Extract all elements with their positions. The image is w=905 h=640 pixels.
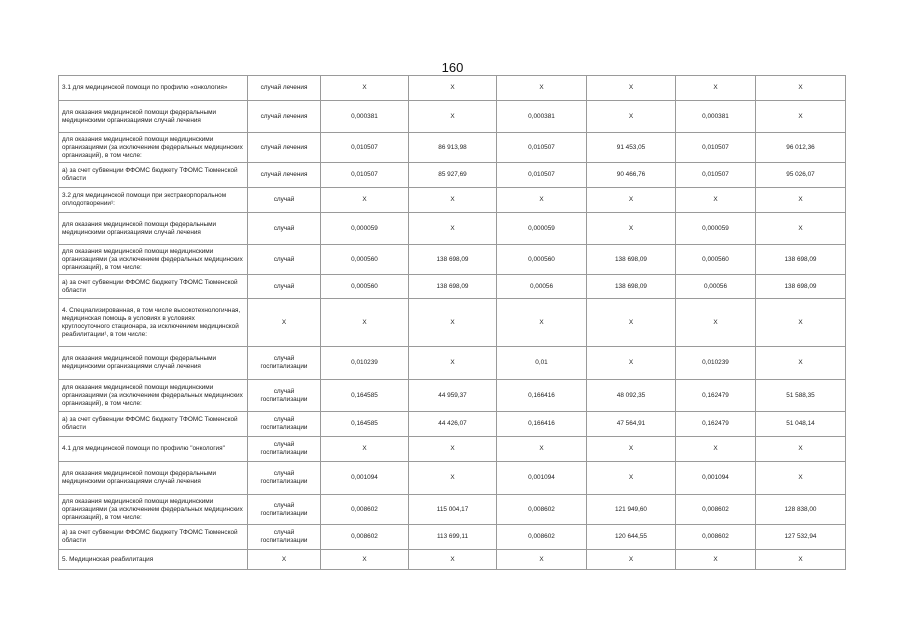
value-cell: 95 026,07 (756, 163, 846, 188)
table-row (59, 245, 846, 275)
row-unit: случай лечения (248, 76, 321, 101)
value-cell: 0,000560 (676, 245, 756, 275)
table-row (59, 525, 846, 550)
value-cell: Х (321, 188, 409, 213)
value-cell: Х (676, 188, 756, 213)
value-cell: 138 698,09 (587, 275, 676, 299)
value-cell: 0,000059 (676, 213, 756, 245)
value-cell: 48 092,35 (587, 380, 676, 412)
value-cell: 0,010507 (497, 163, 587, 188)
value-cell: 0,000560 (497, 245, 587, 275)
value-cell: Х (321, 550, 409, 570)
row-label: для оказания медицинской помощи федеральными медицинскими организациями случай лечения (59, 347, 248, 380)
row-unit: случай лечения (248, 163, 321, 188)
value-cell: Х (409, 462, 497, 495)
row-label: а) за счет субвенции ФФОМС бюджету ТФОМС Тюменской области (59, 525, 248, 550)
value-cell: Х (497, 299, 587, 347)
value-cell: Х (321, 299, 409, 347)
table-row (59, 462, 846, 495)
value-cell: 0,001094 (321, 462, 409, 495)
row-label: 5. Медицинская реабилитация (59, 550, 248, 570)
value-cell: Х (756, 550, 846, 570)
value-cell: 0,010507 (321, 163, 409, 188)
value-cell: 138 698,09 (587, 245, 676, 275)
row-unit: случай госпитализации (248, 412, 321, 437)
value-cell: Х (321, 437, 409, 462)
value-cell: Х (756, 101, 846, 133)
table-row (59, 188, 846, 213)
value-cell: 128 838,00 (756, 495, 846, 525)
table-body (59, 76, 846, 570)
value-cell: Х (676, 550, 756, 570)
row-unit: Х (248, 550, 321, 570)
value-cell: 0,008602 (497, 495, 587, 525)
value-cell: Х (497, 188, 587, 213)
value-cell: Х (409, 437, 497, 462)
value-cell: 0,010507 (676, 163, 756, 188)
value-cell: 0,001094 (497, 462, 587, 495)
value-cell: 90 466,76 (587, 163, 676, 188)
row-label: для оказания медицинской помощи медицинскими организациями (за исключением федеральных медицинских организаций), в том числе: (59, 495, 248, 525)
value-cell: Х (587, 101, 676, 133)
value-cell: Х (409, 213, 497, 245)
value-cell: 0,000059 (497, 213, 587, 245)
value-cell: 47 564,91 (587, 412, 676, 437)
value-cell: Х (756, 437, 846, 462)
row-unit: Х (248, 299, 321, 347)
value-cell: Х (409, 101, 497, 133)
value-cell: Х (587, 550, 676, 570)
table-row (59, 133, 846, 163)
value-cell: Х (409, 188, 497, 213)
value-cell: 96 012,36 (756, 133, 846, 163)
value-cell: Х (409, 76, 497, 101)
value-cell: Х (409, 347, 497, 380)
row-unit: случай (248, 245, 321, 275)
value-cell: Х (587, 188, 676, 213)
row-label: для оказания медицинской помощи медицинскими организациями (за исключением федеральных медицинских организаций), в том числе: (59, 380, 248, 412)
value-cell: 120 644,55 (587, 525, 676, 550)
row-label: для оказания медицинской помощи федеральными медицинскими организациями случай лечения (59, 462, 248, 495)
value-cell: 0,164585 (321, 412, 409, 437)
value-cell: 0,162479 (676, 412, 756, 437)
table-row (59, 101, 846, 133)
row-unit: случай госпитализации (248, 525, 321, 550)
value-cell: Х (756, 462, 846, 495)
value-cell: 113 699,11 (409, 525, 497, 550)
table-row (59, 412, 846, 437)
value-cell: 86 913,98 (409, 133, 497, 163)
value-cell: 115 004,17 (409, 495, 497, 525)
row-unit: случай госпитализации (248, 495, 321, 525)
row-label: 3.2 для медицинской помощи при экстракорпоральном оплодотворении¹: (59, 188, 248, 213)
value-cell: 91 453,05 (587, 133, 676, 163)
value-cell: 138 698,09 (409, 245, 497, 275)
page-number: 160 (441, 60, 464, 75)
row-label: 3.1 для медицинской помощи по профилю «онкология» (59, 76, 248, 101)
value-cell: 0,010507 (497, 133, 587, 163)
value-cell: Х (587, 299, 676, 347)
row-label: для оказания медицинской помощи медицинскими организациями (за исключением федеральных медицинских организаций), в том числе: (59, 245, 248, 275)
value-cell: 51 588,35 (756, 380, 846, 412)
value-cell: 0,010239 (321, 347, 409, 380)
value-cell: 0,166416 (497, 412, 587, 437)
value-cell: 138 698,09 (756, 275, 846, 299)
row-unit: случай госпитализации (248, 462, 321, 495)
value-cell: Х (756, 347, 846, 380)
row-unit: случай лечения (248, 101, 321, 133)
value-cell: 51 048,14 (756, 412, 846, 437)
value-cell: 0,008602 (321, 495, 409, 525)
value-cell: 0,00056 (497, 275, 587, 299)
row-unit: случай госпитализации (248, 437, 321, 462)
norms-table (58, 75, 846, 570)
value-cell: Х (587, 76, 676, 101)
table-row (59, 550, 846, 570)
value-cell: 0,000381 (321, 101, 409, 133)
value-cell: 0,164585 (321, 380, 409, 412)
value-cell: 0,010239 (676, 347, 756, 380)
value-cell: 0,000381 (497, 101, 587, 133)
value-cell: 0,01 (497, 347, 587, 380)
table-row (59, 163, 846, 188)
value-cell: 0,000381 (676, 101, 756, 133)
value-cell: 0,001094 (676, 462, 756, 495)
value-cell: Х (676, 76, 756, 101)
value-cell: 127 532,94 (756, 525, 846, 550)
value-cell: 0,166416 (497, 380, 587, 412)
row-unit: случай госпитализации (248, 380, 321, 412)
row-label: для оказания медицинской помощи федеральными медицинскими организациями случай лечения (59, 101, 248, 133)
value-cell: 0,000059 (321, 213, 409, 245)
value-cell: 0,010507 (676, 133, 756, 163)
table-row (59, 76, 846, 101)
row-label: а) за счет субвенции ФФОМС бюджету ТФОМС Тюменской области (59, 412, 248, 437)
table-row (59, 299, 846, 347)
value-cell: Х (587, 437, 676, 462)
value-cell: Х (587, 462, 676, 495)
value-cell: 121 949,60 (587, 495, 676, 525)
value-cell: 0,010507 (321, 133, 409, 163)
value-cell: 0,008602 (321, 525, 409, 550)
value-cell: 0,000560 (321, 245, 409, 275)
value-cell: 0,000560 (321, 275, 409, 299)
value-cell: Х (409, 550, 497, 570)
table-row (59, 437, 846, 462)
row-unit: случай лечения (248, 133, 321, 163)
value-cell: 0,008602 (676, 525, 756, 550)
value-cell: 85 927,69 (409, 163, 497, 188)
value-cell: Х (497, 437, 587, 462)
table-row (59, 275, 846, 299)
value-cell: Х (676, 299, 756, 347)
value-cell: 138 698,09 (756, 245, 846, 275)
table-row (59, 380, 846, 412)
row-unit: случай (248, 275, 321, 299)
value-cell: Х (676, 437, 756, 462)
row-label: 4.1 для медицинской помощи по профилю "онкология" (59, 437, 248, 462)
row-label: а) за счет субвенции ФФОМС бюджету ТФОМС Тюменской области (59, 275, 248, 299)
table-row (59, 495, 846, 525)
value-cell: Х (321, 76, 409, 101)
row-label: для оказания медицинской помощи федеральными медицинскими организациями случай лечения (59, 213, 248, 245)
table-row (59, 347, 846, 380)
value-cell: Х (756, 213, 846, 245)
table-row (59, 213, 846, 245)
value-cell: 44 426,07 (409, 412, 497, 437)
row-unit: случай (248, 188, 321, 213)
value-cell: 0,008602 (497, 525, 587, 550)
value-cell: Х (587, 347, 676, 380)
row-label: для оказания медицинской помощи медицинскими организациями (за исключением федеральных медицинских организаций), в том числе: (59, 133, 248, 163)
value-cell: Х (409, 299, 497, 347)
value-cell: 0,008602 (676, 495, 756, 525)
value-cell: Х (756, 299, 846, 347)
value-cell: 0,162479 (676, 380, 756, 412)
value-cell: Х (497, 550, 587, 570)
row-unit: случай госпитализации (248, 347, 321, 380)
row-label: 4. Специализированная, в том числе высокотехнологичная, медицинская помощь в условиях в условиях круглосуточного стационара, за исключением медицинской реабилитации¹, в том числе: (59, 299, 248, 347)
value-cell: 138 698,09 (409, 275, 497, 299)
value-cell: 0,00056 (676, 275, 756, 299)
value-cell: Х (497, 76, 587, 101)
value-cell: 44 959,37 (409, 380, 497, 412)
row-unit: случай (248, 213, 321, 245)
value-cell: Х (756, 188, 846, 213)
value-cell: Х (587, 213, 676, 245)
row-label: а) за счет субвенции ФФОМС бюджету ТФОМС Тюменской области (59, 163, 248, 188)
value-cell: Х (756, 76, 846, 101)
